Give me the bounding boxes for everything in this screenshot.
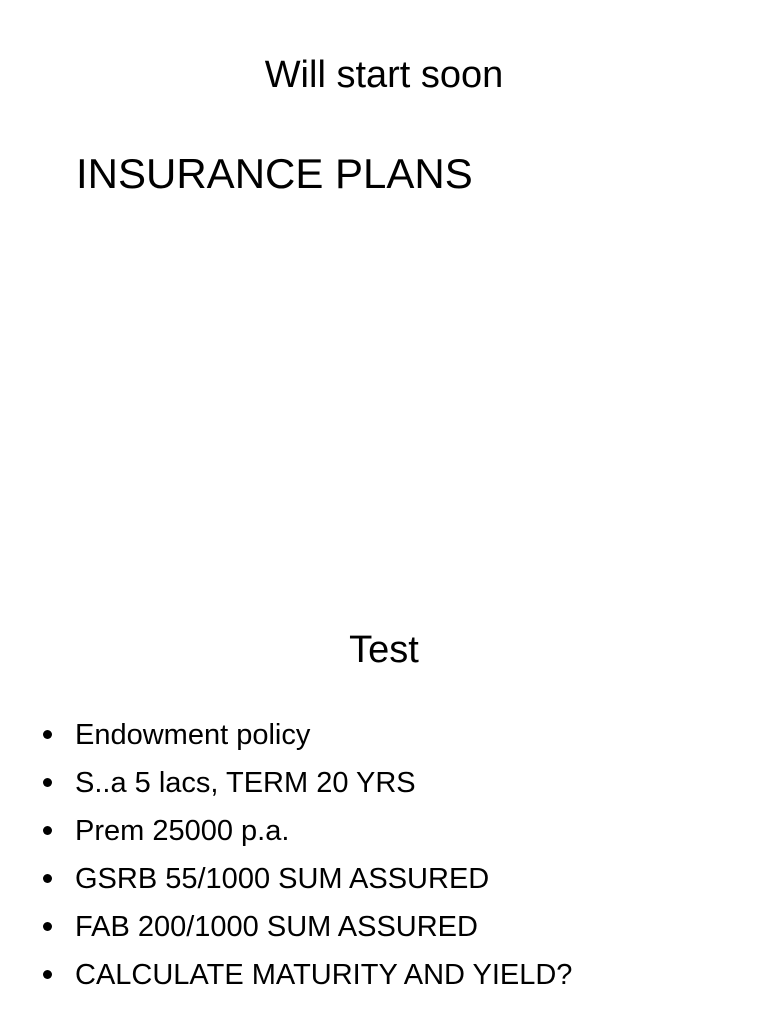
list-item	[40, 910, 572, 958]
list-item-text: Prem 25000 p.a.	[75, 815, 290, 847]
bullet-icon	[43, 922, 52, 931]
slide-subtitle: INSURANCE PLANS	[76, 150, 473, 197]
list-item	[40, 814, 572, 862]
list-item	[40, 862, 572, 910]
slide-2	[0, 576, 768, 1024]
bullet-icon	[43, 826, 52, 835]
bullet-icon	[43, 874, 52, 883]
bullet-icon	[43, 970, 52, 979]
list-item-text: CALCULATE MATURITY AND YIELD?	[75, 959, 573, 991]
list-item	[40, 718, 572, 766]
bullet-icon	[43, 730, 52, 739]
list-item	[40, 958, 572, 1006]
slide-title: Test	[349, 629, 419, 671]
list-item-text: Endowment policy	[75, 719, 311, 751]
list-item-text: FAB 200/1000 SUM ASSURED	[75, 911, 478, 943]
list-item-text: S..a 5 lacs, TERM 20 YRS	[75, 767, 416, 799]
list-item-text: GSRB 55/1000 SUM ASSURED	[75, 863, 490, 895]
bullet-list	[40, 718, 572, 1006]
bullet-icon	[43, 778, 52, 787]
slide-title: Will start soon	[264, 54, 504, 96]
list-item	[40, 766, 572, 814]
